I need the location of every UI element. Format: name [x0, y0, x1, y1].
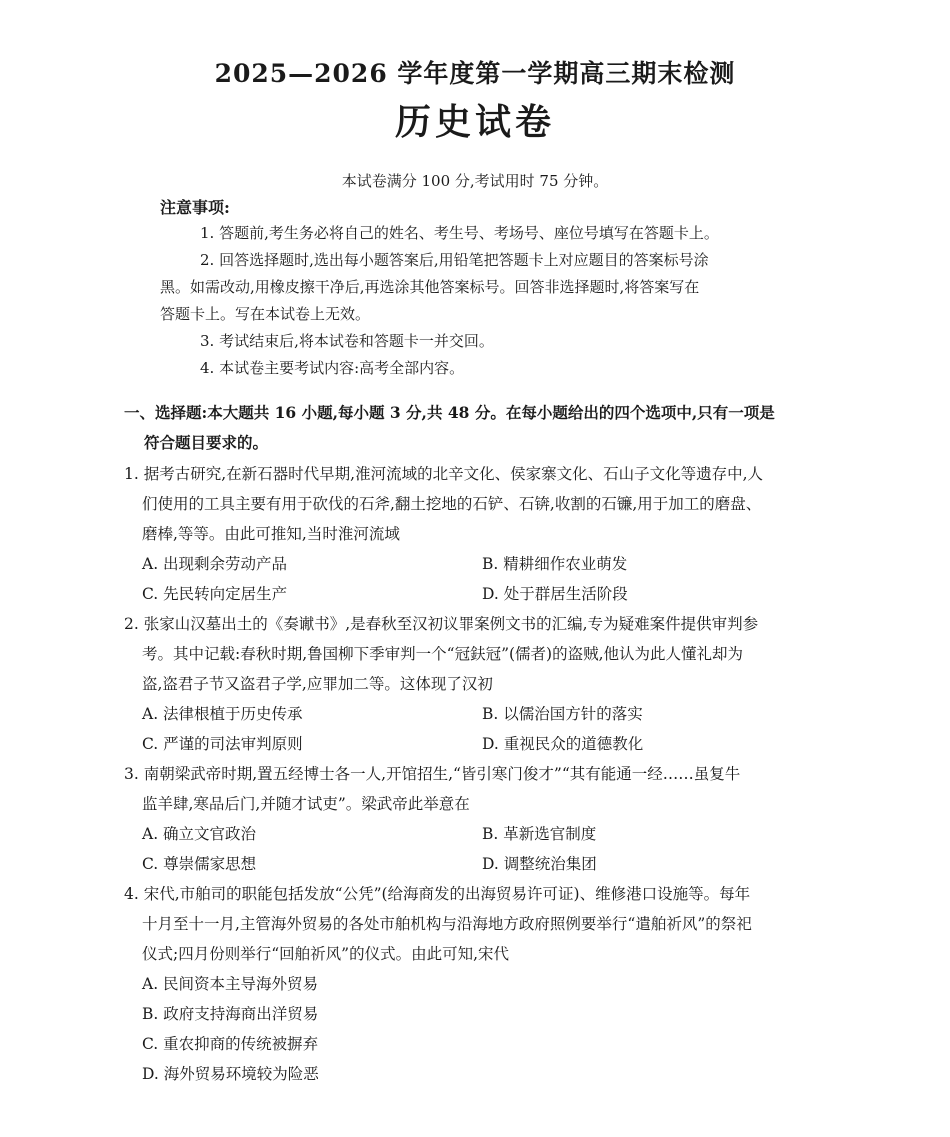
stem-line: 十月至十一月,主管海外贸易的各处市舶机构与沿海地方政府照例要举行“遣舶祈风”的祭祀 [142, 915, 752, 933]
section-heading-line: 符合题目要求的。 [144, 433, 269, 452]
option-c: C. 重农抑商的传统被摒弃 [142, 1035, 319, 1053]
exam-subtitle: 2025—2026 学年度第一学期高三期末检测 [214, 59, 736, 88]
question-1 [124, 459, 834, 609]
notice-list [160, 220, 800, 382]
options [124, 699, 834, 759]
notice-item: 答题卡上。写在本试卷上无效。 [160, 305, 371, 323]
notice-title: 注意事项: [160, 198, 230, 217]
options [124, 549, 834, 609]
question-4 [124, 879, 834, 1089]
notice-item: 3. 考试结束后,将本试卷和答题卡一并交回。 [200, 332, 494, 350]
option-d: D. 处于群居生活阶段 [482, 585, 628, 603]
notice-item: 黑。如需改动,用橡皮擦干净后,再选涂其他答案标号。回答非选择题时,将答案写在 [160, 278, 700, 296]
stem-line: 仪式;四月份则举行“回舶祈风”的仪式。由此可知,宋代 [142, 945, 509, 963]
option-b: B. 以儒治国方针的落实 [482, 705, 643, 723]
question-stem [124, 459, 834, 549]
exam-title: 历史试卷 [394, 101, 555, 143]
notice-item: 4. 本试卷主要考试内容:高考全部内容。 [200, 359, 465, 377]
option-b: B. 革新选官制度 [482, 825, 597, 843]
option-a: A. 确立文官政治 [142, 825, 257, 843]
notice-item: 1. 答题前,考生务必将自己的姓名、考生号、考场号、座位号填写在答题卡上。 [200, 224, 719, 242]
stem-line: 1. 据考古研究,在新石器时代早期,淮河流域的北辛文化、侯家寨文化、石山子文化等遗存中,人 [124, 465, 763, 483]
question-2 [124, 609, 834, 759]
question-stem [124, 759, 834, 819]
question-stem [124, 609, 834, 699]
stem-line: 盗,盗君子节又盗君子学,应罪加二等。这体现了汉初 [142, 675, 493, 693]
option-b: B. 精耕细作农业萌发 [482, 555, 628, 573]
option-c: C. 先民转向定居生产 [142, 585, 288, 603]
question-stem [124, 879, 834, 969]
option-a: A. 法律根植于历史传承 [142, 705, 303, 723]
option-a: A. 出现剩余劳动产品 [142, 555, 288, 573]
stem-line: 2. 张家山汉墓出土的《奏谳书》,是春秋至汉初议罪案例文书的汇编,专为疑难案件提供审判参 [124, 615, 759, 633]
options [124, 969, 834, 1089]
stem-line: 4. 宋代,市舶司的职能包括发放“公凭”(给海商发的出海贸易许可证)、维修港口设施等。每年 [124, 885, 751, 903]
option-c: C. 严谨的司法审判原则 [142, 735, 303, 753]
options [124, 819, 834, 879]
option-c: C. 尊崇儒家思想 [142, 855, 257, 873]
stem-line: 监羊肆,寒品后门,并随才试吏”。梁武帝此举意在 [142, 795, 470, 813]
section-heading [124, 398, 844, 458]
score-line: 本试卷满分 100 分,考试用时 75 分钟。 [341, 172, 609, 190]
section-heading-line: 一、选择题:本大题共 16 小题,每小题 3 分,共 48 分。在每小题给出的四个选项中,只有一项是 [124, 403, 775, 422]
stem-line: 磨棒,等等。由此可推知,当时淮河流域 [142, 525, 400, 543]
stem-line: 3. 南朝梁武帝时期,置五经博士各一人,开馆招生,“皆引寒门俊才”“其有能通一经……虽复牛 [124, 765, 741, 783]
option-a: A. 民间资本主导海外贸易 [142, 975, 319, 993]
question-3 [124, 759, 834, 879]
stem-line: 们使用的工具主要有用于砍伐的石斧,翻土挖地的石铲、石锛,收割的石镰,用于加工的磨盘、 [142, 495, 762, 513]
option-d: D. 重视民众的道德教化 [482, 735, 644, 753]
option-b: B. 政府支持海商出洋贸易 [142, 1005, 319, 1023]
option-d: D. 调整统治集团 [482, 855, 597, 873]
notice-item: 2. 回答选择题时,选出每小题答案后,用铅笔把答题卡上对应题目的答案标号涂 [200, 251, 709, 269]
option-d: D. 海外贸易环境较为险恶 [142, 1065, 319, 1083]
stem-line: 考。其中记载:春秋时期,鲁国柳下季审判一个“冠鈇冠”(儒者)的盗贼,他认为此人懂礼却为 [142, 645, 744, 663]
